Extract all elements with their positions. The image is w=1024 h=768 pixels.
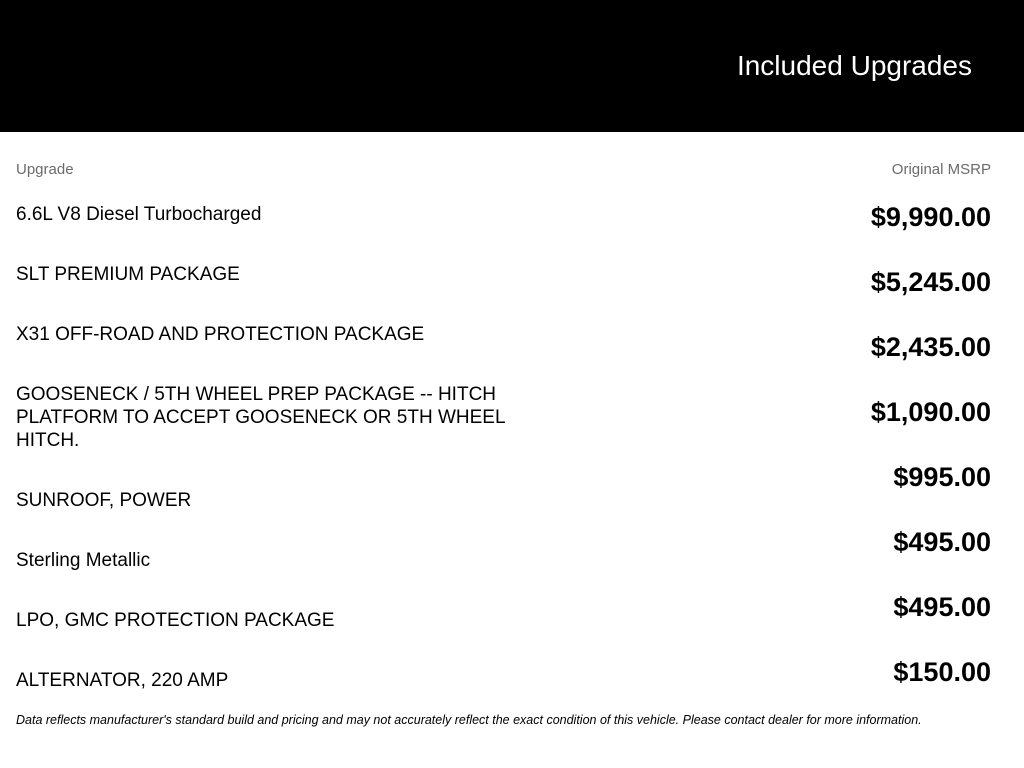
column-header-upgrade: Upgrade [16, 161, 74, 178]
disclaimer-text: Data reflects manufacturer's standard build and pricing and may not accurately reflect the exact condition of this vehicle. Please contact dealer for more information. [16, 713, 922, 727]
upgrade-price: $5,245.00 [870, 267, 991, 297]
upgrade-name: 6.6L V8 Diesel Turbocharged [16, 204, 262, 225]
upgrade-price: $2,435.00 [870, 332, 991, 362]
upgrade-price: $1,090.00 [870, 397, 991, 427]
upgrade-name: X31 OFF-ROAD AND PROTECTION PACKAGE [16, 324, 425, 345]
upgrade-name: SLT PREMIUM PACKAGE [16, 264, 240, 285]
upgrade-name-list [16, 203, 556, 729]
upgrade-name: ALTERNATOR, 220 AMP [16, 670, 229, 691]
upgrade-name: LPO, GMC PROTECTION PACKAGE [16, 610, 335, 631]
upgrade-price: $495.00 [893, 527, 991, 557]
upgrade-price: $9,990.00 [870, 202, 991, 232]
upgrade-price: $495.00 [893, 592, 991, 622]
upgrade-name: SUNROOF, POWER [16, 490, 192, 511]
upgrade-name: Sterling Metallic [16, 550, 151, 571]
upgrade-price: $150.00 [893, 657, 991, 687]
upgrade-price-list [731, 200, 991, 720]
upgrade-name: GOOSENECK / 5TH WHEEL PREP PACKAGE -- HITCH PLATFORM TO ACCEPT GOOSENECK OR 5TH WHEEL HITCH. [16, 384, 505, 451]
column-header-msrp: Original MSRP [891, 161, 991, 178]
upgrade-price: $995.00 [893, 462, 991, 492]
header-banner [0, 0, 1024, 132]
page-title: Included Upgrades [736, 50, 972, 81]
